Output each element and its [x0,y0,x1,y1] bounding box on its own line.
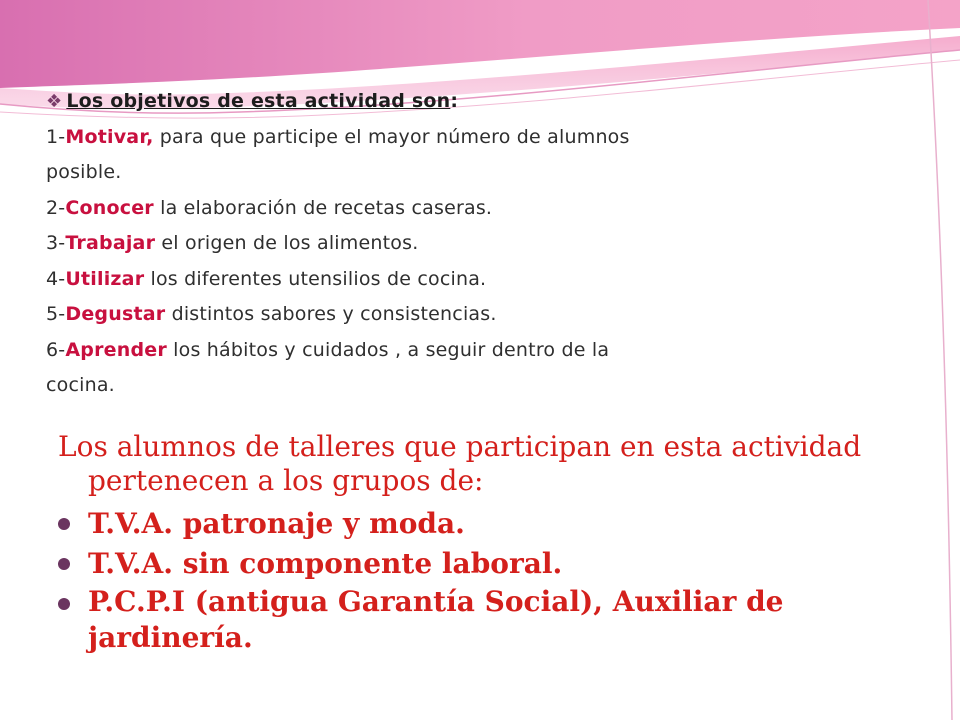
objective-item [46,262,866,298]
objective-verb: Conocer [65,196,154,219]
objective-verb: Degustar [65,303,166,325]
objective-verb: Utilizar [65,267,145,290]
objective-text: la elaboración de recetas caseras. [153,196,493,219]
objective-continuation: posible. [46,161,122,183]
objective-item [46,191,866,227]
objective-item [46,297,866,333]
objective-text: los hábitos y cuidados , a seguir dentro de la [166,338,610,361]
groups-list [58,504,888,656]
group-label: T.V.A. patronaje y moda. [88,507,465,540]
objectives-section [46,84,866,404]
group-item [58,504,888,544]
group-label: T.V.A. sin componente laboral. [88,547,563,580]
objective-number: 6- [46,338,66,361]
objective-number: 4- [46,267,66,290]
decorative-side-line [920,0,960,720]
objective-number: 2- [46,196,66,219]
objective-number: 3- [46,232,66,254]
group-item [58,584,888,656]
objective-number: 5- [46,303,66,325]
objectives-heading [46,84,866,120]
group-item [58,544,888,584]
diamond-bullet-icon: ❖ [46,91,63,112]
objective-text: distintos sabores y consistencias. [165,303,497,325]
groups-intro: Los alumnos de talleres que participan en esta actividad pertenecen a los grupos de: [58,430,862,497]
bullet-dot-icon [58,558,70,570]
objective-number: 1- [46,125,66,148]
objective-verb: Trabajar [65,232,156,254]
objective-text: para que participe el mayor número de alumnos [153,125,630,148]
objective-item [46,333,866,369]
objective-verb: Aprender [65,338,167,361]
objective-verb: Motivar, [65,125,154,148]
groups-section [58,430,888,656]
objective-item [46,120,866,156]
objectives-heading-colon: : [450,90,459,112]
objective-text: el origen de los alimentos. [155,232,419,254]
bullet-dot-icon [58,598,70,610]
group-label: P.C.P.I (antigua Garantía Social), Auxiliar de jardinería. [88,585,784,654]
objective-item [46,226,866,262]
objective-text: los diferentes utensilios de cocina. [144,267,487,290]
objectives-heading-text: Los objetivos de esta actividad son [66,90,451,112]
bullet-dot-icon [58,518,70,530]
objective-continuation: cocina. [46,374,115,396]
